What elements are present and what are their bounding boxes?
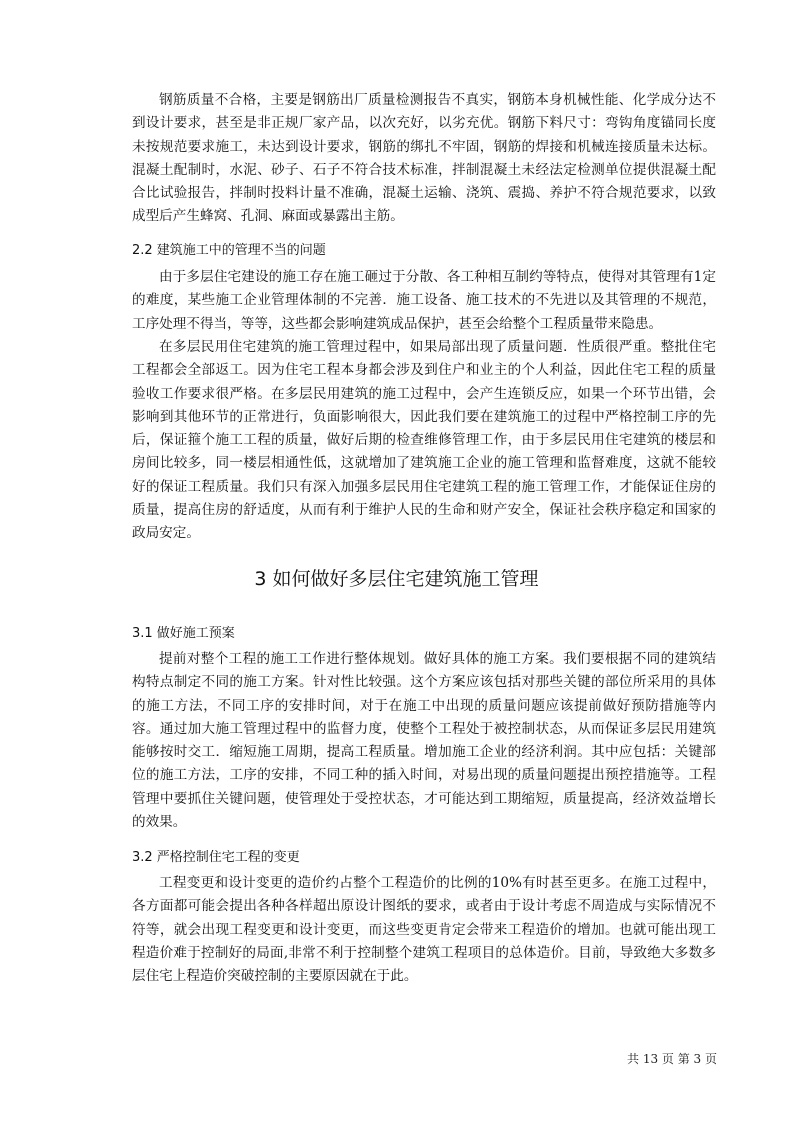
section-heading-3-2: 3.2 严格控制住宅工程的变更 (132, 850, 300, 865)
page-number-footer: 共 13 页 第 3 页 (627, 1052, 717, 1066)
paragraph-steel-concrete-quality: 钢筋质量不合格，主要是钢筋出厂质量检测报告不真实，钢筋本身机械性能、化学成分达不到设计要求，甚至是非正规厂家产品，以次充好，以劣充优。钢筋下料尺寸：弯钩角度锚同长度未按规范要求施工，未达到设计要求，钢筋的绑扎不牢固，钢筋的焊接和机械连接质量未达标。混凝土配制时，水泥、砂子、石子不符合技术标准，拌制混凝土未经法定检测单位提供混凝土配合比试验报告，拌制时投料计量不准确，混凝土运输、浇筑、震捣、养护不符合规范要求，以致成型后产生蜂窝、孔洞、麻面或暴露出主筋。 (132, 92, 716, 225)
paragraph-management-issues-1: 由于多层住宅建设的施工存在施工砸过于分散、各工种相互制约等特点，使得对其管理有1定的难度，某些施工企业管理体制的不完善．施工设备、施工技术的不先进以及其管理的不规范，工序处理不得当，等等，这些都会影响建筑成品保护，甚至会给整个工程质量带来隐患。 (132, 269, 716, 332)
section-heading-2-2: 2.2 建筑施工中的管理不当的问题 (132, 243, 326, 258)
chapter-heading-3: 3 如何做好多层住宅建筑施工管理 (254, 568, 539, 590)
paragraph-change-control: 工程变更和设计变更的造价约占整个工程造价的比例的10%有时甚至更多。在施工过程中，各方面都可能会提出各种各样超出原设计图纸的要求，或者由于设计考虑不周造成与实际情况不符等，就会出现工程变更和设计变更，而这些变更肯定会带来工程造价的增加。也就可能出现工程造价难于控制好的局面,非常不利于控制整个建筑工程项目的总体造价。目前，导致绝大多数多层住宅上程造价突破控制的主要原因就在于此。 (132, 875, 716, 985)
section-heading-3-1: 3.1 做好施工预案 (132, 626, 235, 641)
paragraph-construction-plan: 提前对整个工程的施工工作进行整体规划。做好具体的施工方案。我们要根据不同的建筑结构特点制定不同的施工方案。针对性比较强。这个方案应该包括对那些关键的部位所采用的具体的施工方法，不同工序的安排时间，对于在施工中出现的质量问题应该提前做好预防措施等内容。通过加大施工管理过程中的监督力度，使整个工程处于被控制状态，从而保证多层民用建筑能够按时交工．缩短施工周期，提高工程质量。增加施工企业的经济利润。其中应包括：关键部位的施工方法，工序的安排，不同工种的插入时间，对易出现的质量问题提出预控措施等。工程管理中要抓住关键问题，使管理处于受控状态，才可能达到工期缩短，质量提高，经济效益增长的效果。 (132, 651, 716, 831)
paragraph-management-issues-2: 在多层民用住宅建筑的施工管理过程中，如果局部出现了质量问题．性质很严重。整批住宅工程都会全部返工。因为住宅工程本身都会涉及到住户和业主的个人利益，因此住宅工程的质量验收工作要求很严格。在多层民用建筑的施工过程中，会产生连锁反应，如果一个环节出错，会影响到其他环节的正常进行，负面影响很大，因此我们要在建筑施工的过程中严格控制工序的先后，保证箍个施工工程的质量，做好后期的检查维修管理工作，由于多层民用住宅建筑的楼层和房间比较多，同一楼层相通性低，这就增加了建筑施工企业的施工管理和监督难度，这就不能较好的保证工程质量。我们只有深入加强多层民用住宅建筑工程的施工管理工作，才能保证住房的质量，提高住房的舒适度，从而有利于维护人民的生命和财产安全，保证社会秩序稳定和国家的政局安定。 (132, 339, 716, 542)
